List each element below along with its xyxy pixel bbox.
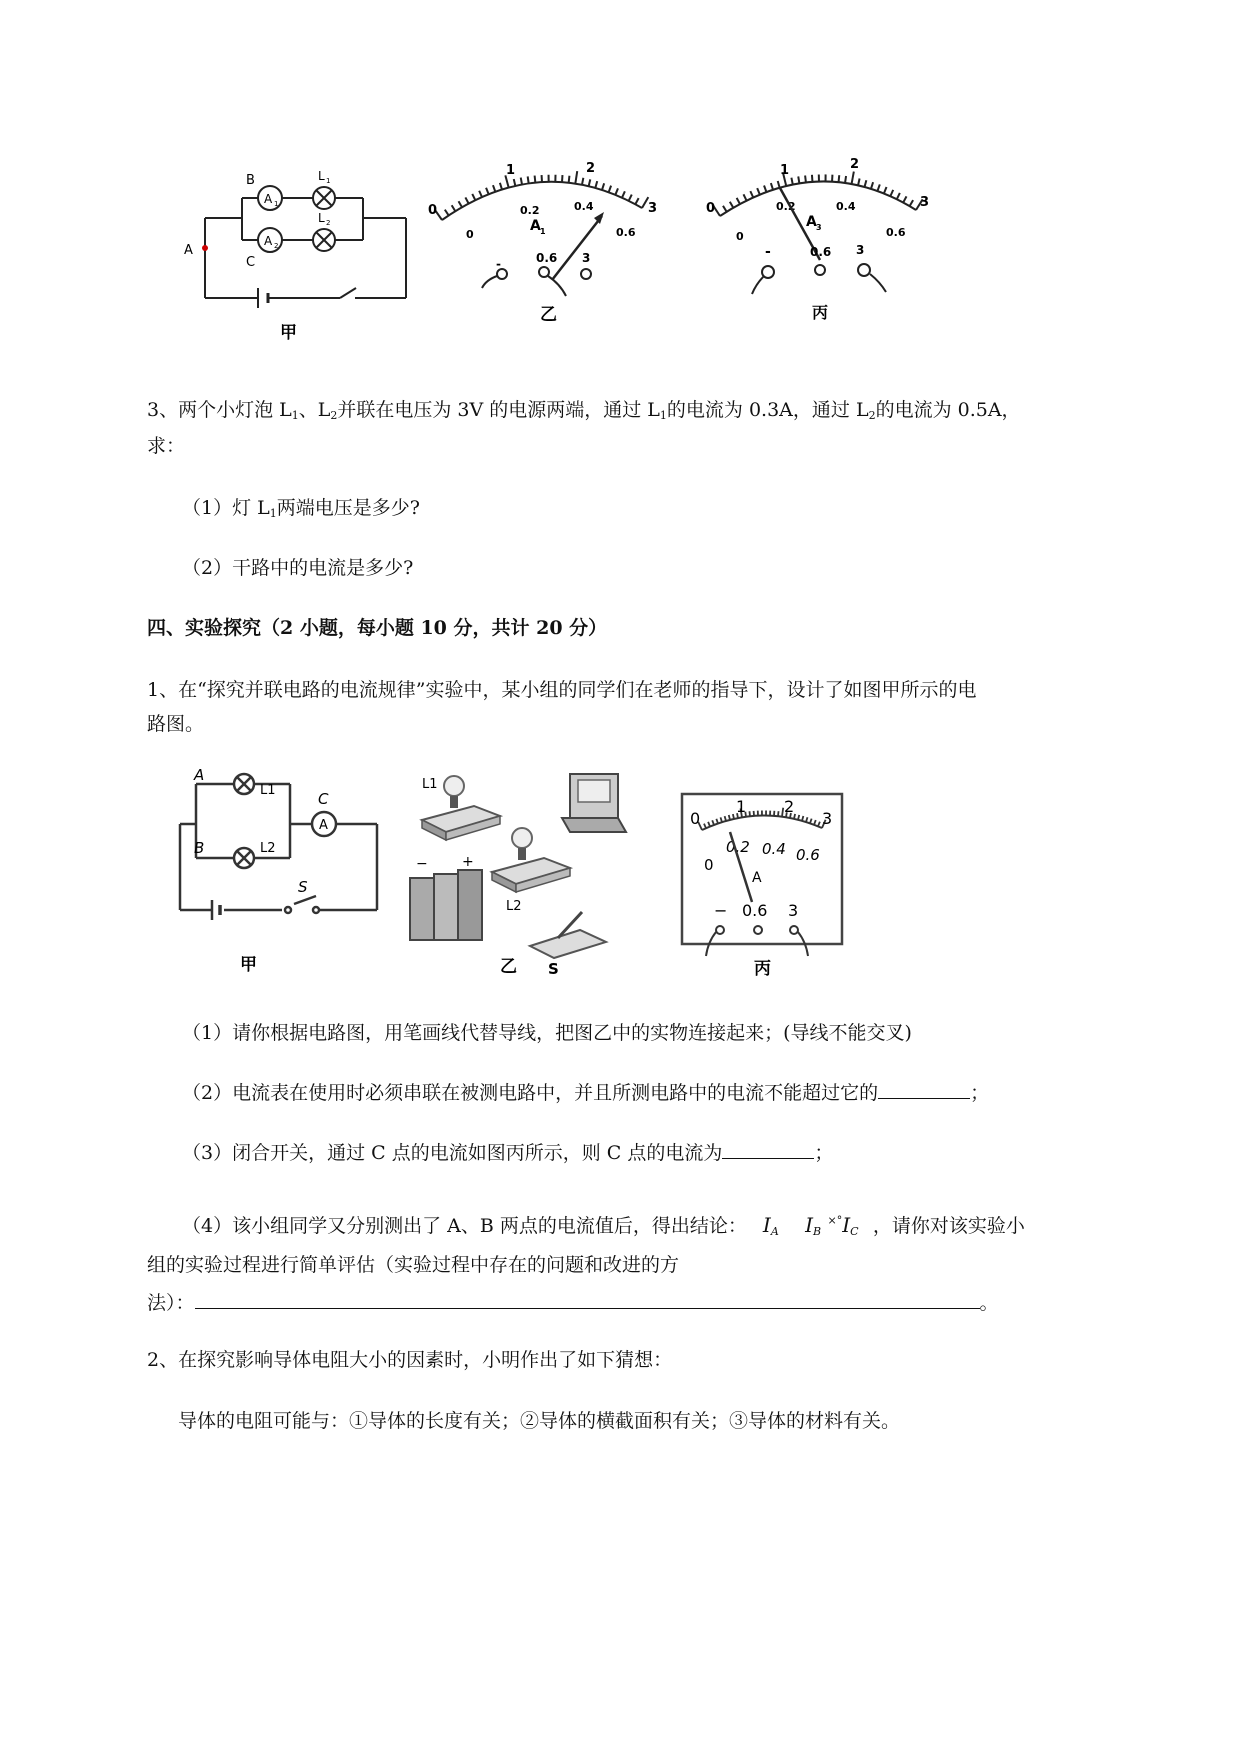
figure-2 — [170, 760, 960, 990]
scale-tick — [629, 195, 632, 201]
caption-jia: 甲 — [280, 323, 297, 343]
svg-text:1: 1 — [274, 200, 279, 208]
scale-tick — [798, 815, 799, 820]
scale-tick — [812, 175, 813, 182]
figure-1 — [180, 150, 950, 350]
jia-label-C: C — [318, 790, 329, 808]
exp1-q2: （2）电流表在使用时必须串联在被测电路中，并且所测电路中的电流不能超过它的 ； — [182, 1082, 990, 1104]
svg-text:0.6: 0.6 — [886, 226, 906, 239]
svg-text:1: 1 — [736, 797, 747, 816]
svg-text:0.6: 0.6 — [810, 245, 832, 259]
svg-text:3: 3 — [822, 809, 833, 828]
scale-tick — [609, 186, 611, 193]
caption-bing: 丙 — [812, 303, 829, 322]
scale-tick — [445, 210, 449, 216]
scale-tick — [737, 198, 740, 204]
scale-tick — [535, 176, 536, 183]
meter-yi — [428, 161, 657, 325]
scale-tick — [575, 171, 577, 183]
svg-text:1: 1 — [506, 163, 516, 178]
scale-tick — [778, 181, 780, 188]
scale-tick — [733, 814, 734, 819]
svg-text:0: 0 — [690, 809, 701, 828]
caption-yi-2: 乙 — [500, 957, 517, 977]
section-heading: 四、实验探究（2 小题，每小题 10 分，共计 20 分） — [147, 617, 608, 639]
svg-text:1: 1 — [540, 227, 546, 236]
scale-tick — [730, 202, 734, 208]
scale-tick — [595, 181, 597, 188]
scale-tick — [500, 183, 502, 190]
scale-tick — [582, 178, 583, 185]
svg-text:1: 1 — [780, 163, 790, 178]
answer-blank-q3[interactable] — [722, 1140, 814, 1159]
meter-bing — [706, 157, 929, 322]
jia-label-A: A — [194, 766, 205, 784]
scale-tick — [910, 200, 914, 206]
scale-tick — [602, 183, 604, 190]
caption-yi: 乙 — [540, 305, 557, 325]
svg-text:0.2: 0.2 — [520, 204, 540, 217]
svg-text:0.6: 0.6 — [796, 846, 820, 864]
scale-tick — [521, 178, 522, 185]
svg-text:2: 2 — [850, 157, 860, 172]
jia-label-L2: L2 — [260, 841, 276, 856]
exp1-q4-line3: 法）： 。 — [147, 1292, 999, 1314]
scale-tick — [897, 193, 900, 199]
scale-tick — [465, 197, 468, 203]
svg-text:0: 0 — [428, 203, 438, 218]
exp2-intro: 2、在探究影响导体电阻大小的因素时，小明作出了如下猜想： — [147, 1349, 673, 1371]
scale-tick — [778, 811, 779, 816]
scale-tick — [452, 205, 456, 211]
scale-tick — [493, 185, 495, 192]
svg-text:0: 0 — [736, 230, 744, 243]
ammeter-A1-label: A — [264, 192, 273, 206]
svg-text:3: 3 — [788, 901, 799, 920]
scale-tick — [622, 191, 625, 197]
scale-tick — [479, 191, 482, 197]
lamp-L1-label: L — [318, 169, 325, 183]
circuit-jia-2 — [180, 774, 377, 920]
scale-tick — [750, 191, 753, 197]
svg-text:0.4: 0.4 — [836, 200, 856, 213]
svg-text:-: - — [496, 257, 501, 271]
svg-text:0.2: 0.2 — [776, 200, 796, 213]
svg-text:0.6: 0.6 — [536, 251, 558, 265]
svg-text:0.6: 0.6 — [742, 901, 768, 920]
exp1-q3: （3）闭合开关，通过 C 点的电流如图丙所示，则 C 点的电流为 ； — [182, 1142, 834, 1164]
exp2-guess: 导体的电阻可能与：①导体的长度有关；②导体的横截面积有关；③导体的材料有关。 — [178, 1410, 901, 1432]
label-C: C — [246, 255, 256, 270]
scale-tick — [852, 172, 854, 184]
svg-text:0: 0 — [706, 201, 716, 216]
svg-text:0: 0 — [466, 228, 474, 241]
exp1-intro-line1: 1、在“探究并联电路的电流规律”实验中，某小组的同学们在老师的指导下，设计了如图甲所示的电 — [147, 679, 977, 701]
label-A: A — [184, 243, 193, 258]
svg-text:1: 1 — [326, 177, 331, 185]
circuit-jia — [205, 186, 406, 308]
svg-text:3: 3 — [816, 223, 822, 232]
scale-tick — [903, 196, 906, 202]
scale-tick — [723, 206, 727, 212]
svg-text:0.4: 0.4 — [762, 840, 786, 858]
exp1-q4-line1: （4）该小组同学又分别测出了 A、B 两点的电流值后，得出结论： $I_A$ $I_B$ $^{\times^\circ}I_C$ ，请你对该实验小 — [182, 1213, 1025, 1238]
scale-tick — [877, 184, 879, 191]
svg-text:2: 2 — [326, 219, 331, 227]
exp1-intro-line2: 路图。 — [147, 713, 205, 735]
svg-text:0.6: 0.6 — [616, 226, 636, 239]
yi-minus: − — [416, 856, 428, 872]
svg-text:A: A — [806, 214, 817, 230]
svg-text:3: 3 — [582, 251, 591, 265]
svg-text:3: 3 — [856, 243, 865, 257]
svg-text:0: 0 — [704, 856, 714, 874]
scale-tick — [635, 198, 638, 204]
lamp-L2-label: L — [318, 211, 325, 225]
svg-text:0.2: 0.2 — [726, 838, 750, 856]
scale-tick — [615, 188, 618, 194]
q3-line1: 3、两个小灯泡 $L_1$、$L_2$并联在电压为 3V 的电源两端，通过 $L_1$的电流为 0.3A，通过 $L_2$的电流为 0.5A， — [147, 399, 1021, 422]
caption-jia-2: 甲 — [240, 955, 257, 975]
meter-bing-2 — [682, 794, 842, 979]
ammeter-A2-label: A — [264, 234, 273, 248]
scale-tick — [764, 185, 766, 192]
answer-blank-q2[interactable] — [878, 1080, 970, 1099]
q3-line2: 求： — [147, 435, 186, 457]
caption-bing-2: 丙 — [754, 959, 771, 979]
svg-text:2: 2 — [274, 242, 279, 250]
jia-meter-label: A — [319, 818, 328, 833]
jia-switch-label: S — [298, 878, 308, 896]
scale-tick — [839, 175, 840, 182]
scale-tick — [805, 176, 806, 183]
svg-text:-: - — [765, 244, 771, 260]
scale-tick — [791, 178, 792, 185]
svg-text:A: A — [752, 870, 762, 886]
figure-2-svg — [170, 760, 960, 990]
scale-tick — [729, 815, 730, 820]
scale-tick — [871, 182, 873, 189]
scale-tick — [884, 187, 887, 193]
jia-label-B: B — [194, 839, 205, 857]
jia-label-L1: L1 — [260, 783, 276, 798]
svg-text:A: A — [530, 218, 541, 234]
scale-tick — [771, 183, 773, 190]
scale-tick — [743, 194, 746, 200]
scale-tick — [486, 188, 489, 194]
scale-tick — [890, 190, 893, 196]
svg-text:2: 2 — [586, 161, 596, 176]
scale-tick — [472, 194, 475, 200]
q3-sub2: （2）干路中的电流是多少? — [182, 557, 414, 579]
q3-sub1: （1）灯 $L_1$两端电压是多少? — [182, 497, 420, 520]
scale-tick — [798, 176, 799, 183]
scale-tick — [514, 179, 516, 186]
scale-tick — [749, 811, 750, 816]
exp1-q4-line2: 组的实验过程进行简单评估（实验过程中存在的问题和改进的方 — [147, 1254, 680, 1276]
scale-tick — [782, 808, 783, 817]
svg-text:3: 3 — [920, 195, 930, 210]
figure-1-svg — [180, 150, 950, 350]
yi-plus: + — [462, 854, 474, 870]
scale-tick — [757, 188, 760, 194]
svg-text:0.4: 0.4 — [574, 200, 594, 213]
exp1-q1: （1）请你根据电路图，用笔画线代替导线，把图乙中的实物连接起来；(导线不能交叉) — [182, 1022, 912, 1044]
scale-tick — [589, 179, 591, 186]
scale-tick — [569, 176, 570, 183]
svg-text:2: 2 — [784, 797, 795, 816]
scale-tick — [528, 176, 529, 183]
yi-label-L1: L1 — [422, 777, 438, 792]
label-B: B — [246, 173, 255, 188]
formula: $I_A$ $I_B$ $^{\times^\circ}I_C$ — [762, 1213, 859, 1238]
yi-label-L2: L2 — [506, 899, 522, 914]
yi-switch-label: S — [548, 960, 559, 978]
needle-yi — [552, 216, 602, 280]
scale-tick — [858, 179, 860, 186]
scale-tick — [865, 180, 867, 187]
scale-tick — [845, 176, 846, 183]
svg-text:3: 3 — [648, 201, 658, 216]
answer-blank-q4[interactable] — [195, 1290, 980, 1309]
svg-text:−: − — [714, 901, 728, 920]
scale-tick — [459, 201, 462, 207]
components-yi — [410, 774, 626, 978]
